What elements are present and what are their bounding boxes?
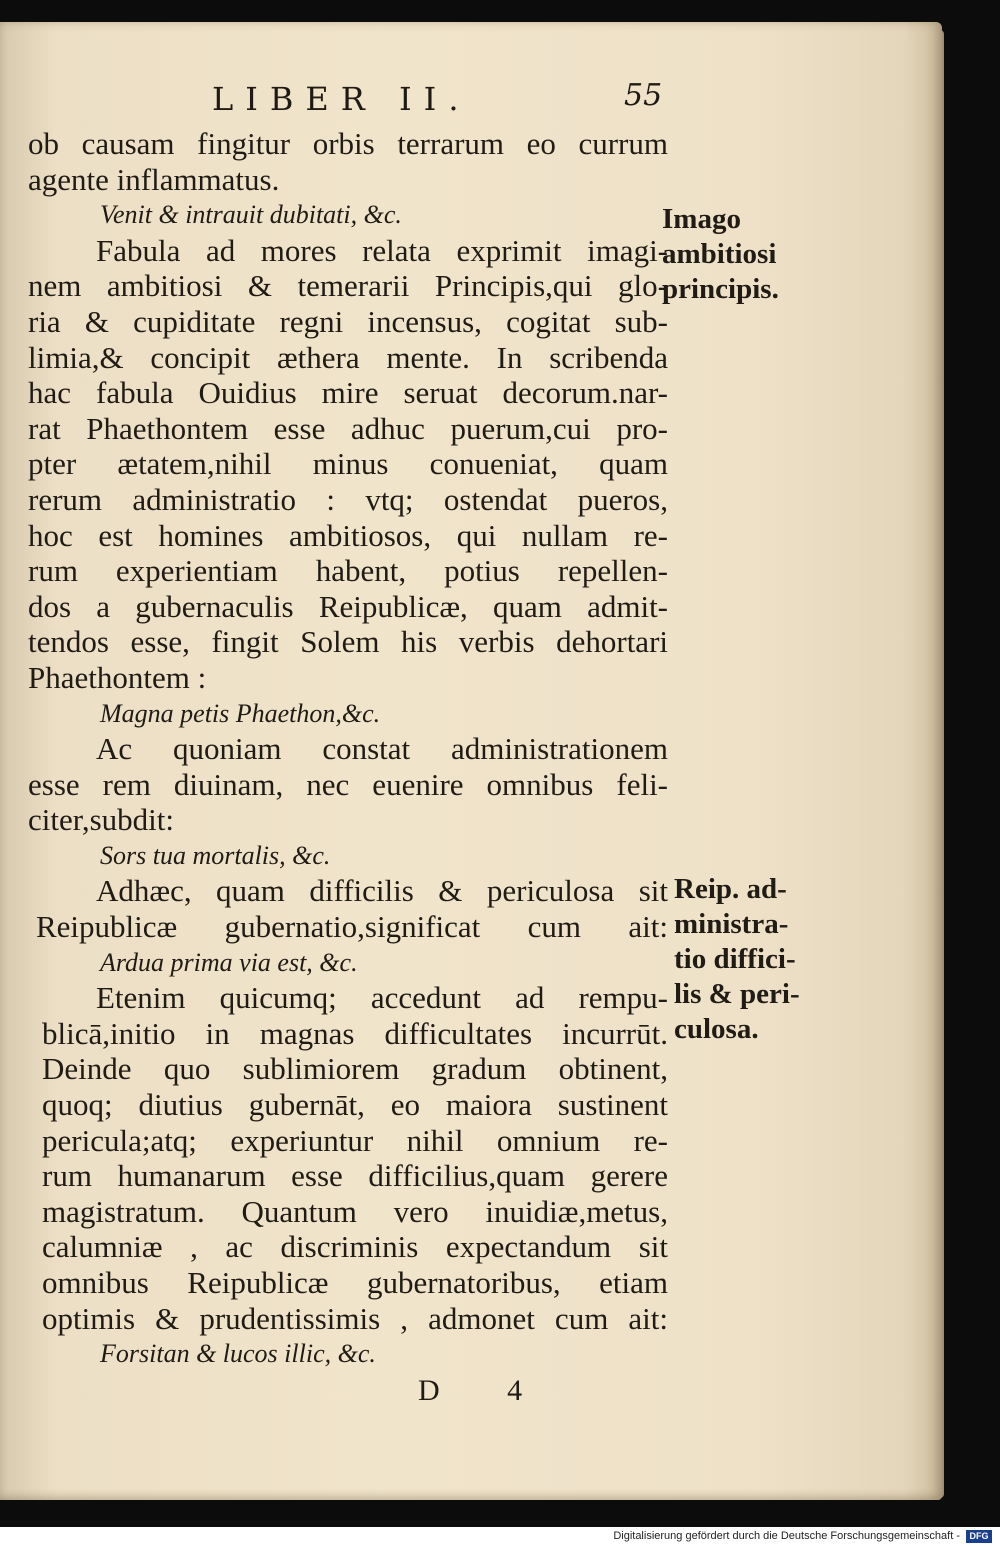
text-line: magistratum. Quantum vero inuidiæ,metus, [42, 1193, 668, 1229]
margin-note-reipublicae [674, 872, 800, 1047]
margin-note-line: lis & peri- [674, 978, 800, 1010]
text-line: ob causam fingitur orbis terrarum eo currum [28, 126, 668, 161]
text-line: pericula;atq; experiuntur nihil omnium re- [42, 1122, 668, 1158]
text-line: rerum administratio : vtq; ostendat pueros, [28, 481, 668, 517]
text-line: hoc est homines ambitiosos, qui nullam re- [28, 517, 668, 553]
text-line: Ac quoniam constat administrationem [96, 731, 668, 767]
dfg-logo: DFG [966, 1530, 992, 1543]
text-line: Phaethontem : [28, 659, 207, 695]
margin-note-line: ministra- [674, 908, 789, 940]
text-line: Fabula ad mores relata exprimit imagi- [96, 232, 668, 268]
footer-bar [0, 1527, 1000, 1547]
text-line: nem ambitiosi & temerarii Principis,qui glo- [28, 268, 668, 304]
running-head: LIBER II. [212, 80, 471, 118]
text-line: ria & cupiditate regni incensus, cogitat sub- [28, 303, 668, 339]
text-line: tendos esse, fingit Solem his verbis dehortari [28, 624, 668, 660]
quoted-verse-line: Magna petis Phaethon,&c. [100, 698, 381, 728]
funding-credit: Digitalisierung gefördert durch die Deutsche Forschungsgemeinschaft - [613, 1530, 960, 1542]
text-line: quoq; diutius gubernāt, eo maiora sustinent [42, 1087, 668, 1123]
text-line: calumniæ , ac discriminis expectandum sit [42, 1229, 668, 1265]
text-line: limia,& concipit æthera mente. In scribenda [28, 339, 668, 375]
quoted-verse-line: Forsitan & lucos illic, &c. [100, 1339, 376, 1369]
quoted-verse-line: Sors tua mortalis, &c. [100, 840, 331, 870]
text-line: omnibus Reipublicæ gubernatoribus, etiam [42, 1265, 668, 1300]
text-line: dos a gubernaculis Reipublicæ, quam admit- [28, 588, 668, 624]
text-line: pter ætatem,nihil minus conueniat, quam [28, 446, 668, 482]
text-line: esse rem diuinam, nec euenire omnibus feli- [28, 766, 668, 802]
text-line: citer,subdit: [28, 802, 174, 838]
margin-note-line: principis. [662, 273, 779, 305]
text-line: Adhæc, quam difficilis & periculosa sit [96, 873, 668, 909]
margin-note-line: Reip. ad- [674, 873, 787, 905]
text-line: Reipublicæ gubernatio,significat cum ait: [36, 909, 668, 945]
page-number: 55 [624, 78, 663, 113]
quoted-verse-line: Venit & intrauit dubitati, &c. [100, 200, 402, 230]
text-line: rum humanarum esse difficilius,quam gerere [42, 1158, 668, 1194]
text-line: Deinde quo sublimiorem gradum obtinent, [42, 1051, 668, 1087]
margin-note-line: ambitiosi [662, 238, 777, 270]
signature-mark: D 4 [418, 1374, 553, 1407]
margin-note-line: Imago [662, 203, 741, 235]
text-line: rat Phaethontem esse adhuc puerum,cui pro- [28, 410, 668, 446]
text-line: Etenim quicumq; accedunt ad rempu- [96, 980, 668, 1016]
margin-note-line: culosa. [674, 1013, 759, 1045]
text-line: optimis & prudentissimis , admonet cum ait: [42, 1300, 668, 1336]
text-line: agente inflammatus. [28, 161, 280, 197]
quoted-verse-line: Ardua prima via est, &c. [100, 947, 358, 977]
text-line: blicā,initio in magnas difficultates incurrūt. [42, 1015, 668, 1051]
text-line: rum experientiam habent, potius repellen- [28, 553, 668, 589]
text-line: hac fabula Ouidius mire seruat decorum.nar- [28, 375, 668, 411]
book-page [0, 22, 942, 1500]
margin-note-line: tio diffici- [674, 943, 796, 975]
margin-note-imago [662, 202, 779, 307]
main-text-block [28, 126, 668, 1372]
